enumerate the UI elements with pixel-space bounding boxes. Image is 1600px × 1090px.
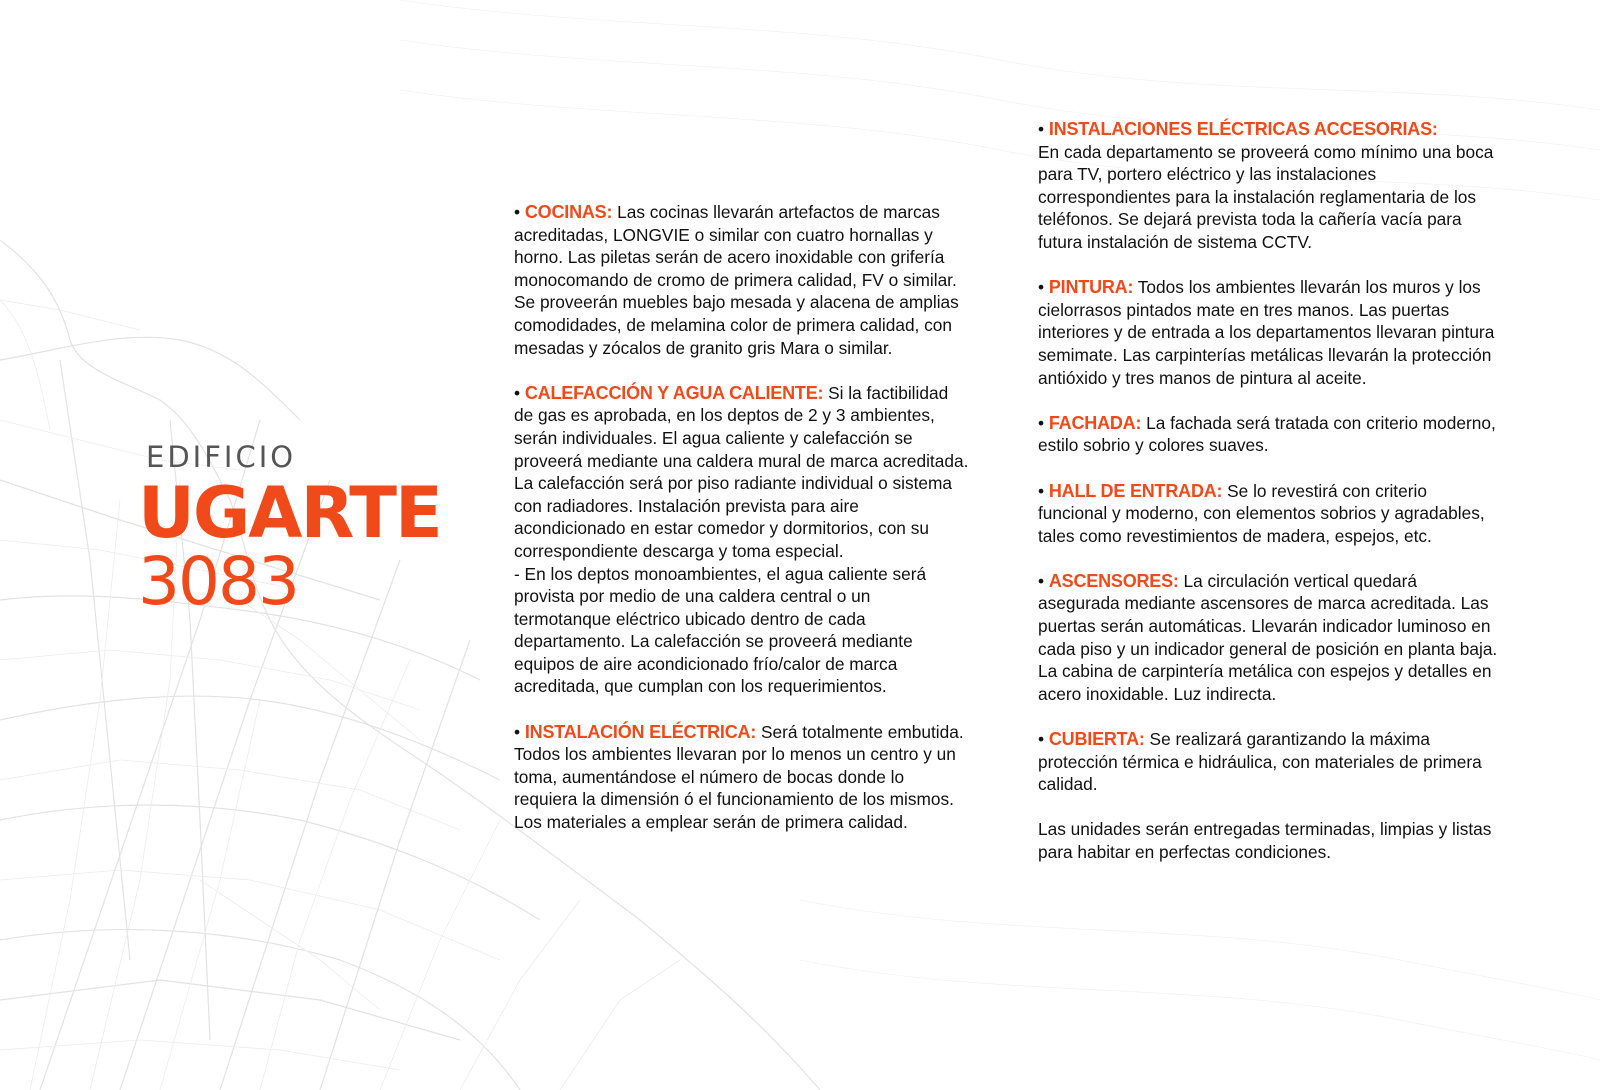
spec-body: Se lo revestirá con criterio funcional y moderno, con elementos sobrios y agradables, tales como revestimientos de madera, espejos, etc.	[1038, 480, 1485, 546]
spec-cubierta	[1038, 728, 1500, 796]
closing-statement: Las unidades serán entregadas terminadas, limpias y listas para habitar en perfectas condiciones.	[1038, 819, 1492, 862]
specs-column-right	[1038, 118, 1500, 864]
bullet: •	[1038, 729, 1045, 750]
spec-body: Si la factibilidad de gas es aprobada, en los deptos de 2 y 3 ambientes, serán individuales. El agua caliente y calefacción se proveerá mediante una caldera mural de marca acreditada. La calefacción será por piso radiante individual o sistema con radiadores. Instalación prevista para aire acondicionado en estar comedor y dormitorios, con su correspondiente descarga y toma especial.	[514, 382, 969, 561]
spec-heading: CALEFACCIÓN Y AGUA CALIENTE:	[524, 382, 824, 403]
spec-calefaccion	[514, 382, 972, 698]
building-name: UGARTE	[138, 472, 441, 554]
spec-instalaciones-accesorias	[1038, 118, 1500, 254]
spec-heading: PINTURA:	[1048, 277, 1134, 298]
spec-body: Se realizará garantizando la máxima protección térmica e hidráulica, con materiales de primera calidad.	[1038, 729, 1482, 795]
bullet: •	[1038, 277, 1045, 298]
spec-heading: ASCENSORES:	[1048, 570, 1179, 591]
spec-hall-de-entrada	[1038, 480, 1500, 548]
spec-body: En cada departamento se proveerá como mínimo una boca para TV, portero eléctrico y las instalaciones correspondientes para la instalación reglamentaria de los teléfonos. Se dejará prevista toda la cañería vacía para futura instalación de sistema CCTV.	[1038, 141, 1494, 252]
bullet: •	[514, 202, 521, 222]
spec-body: Las cocinas llevarán artefactos de marcas acreditadas, LONGVIE o similar con cuatro hornallas y horno. Las piletas serán de acero inoxidable con grifería monocomando de cromo de primera calidad, FV o similar. Se proveerán muebles bajo mesada y alacena de amplias comodidades, de melamina color de primera calidad, con mesadas y zócalos de granito gris Mara o similar.	[514, 202, 959, 358]
spec-heading: HALL DE ENTRADA:	[1048, 480, 1223, 501]
spec-fachada	[1038, 412, 1500, 457]
bullet: •	[1038, 412, 1045, 433]
spec-body: Será totalmente embutida. Todos los ambientes llevaran por lo menos un centro y un toma, aumentándose el número de bocas donde lo requiera la dimensión ó el funcionamiento de los mismos. Los materiales a emplear serán de primera calidad.	[514, 721, 964, 833]
bullet: •	[1038, 119, 1045, 139]
spec-heading: INSTALACIONES ELÉCTRICAS ACCESORIAS:	[1048, 119, 1438, 139]
spec-body: La circulación vertical quedará asegurada mediante ascensores de marca acreditada. Las puertas serán automáticas. Llevarán indicador luminoso en cada piso y un indicador general de posición en planta baja. La cabina de carpintería metálica con espejos y detalles en acero inoxidable. Luz indirecta.	[1038, 570, 1498, 704]
spec-heading: FACHADA:	[1048, 412, 1142, 433]
bullet: •	[1038, 480, 1045, 501]
bullet: •	[514, 382, 521, 403]
bullet: •	[514, 721, 521, 742]
building-title	[138, 440, 441, 620]
building-number: 3083	[138, 543, 298, 620]
bullet: •	[1038, 570, 1045, 591]
spec-body: La fachada será tratada con criterio moderno, estilo sobrio y colores suaves.	[1038, 412, 1496, 456]
spec-heading: INSTALACIÓN ELÉCTRICA:	[524, 721, 757, 742]
spec-cocinas	[514, 201, 972, 359]
spec-ascensores	[1038, 570, 1500, 706]
spec-body: Todos los ambientes llevarán los muros y los cielorrasos pintados mate en tres manos. Las puertas interiores y de entrada a los departamentos llevaran pintura semimate. Las carpinterías metálicas llevarán la protección antióxido y tres manos de pintura al aceite.	[1038, 277, 1495, 388]
spec-heading: CUBIERTA:	[1048, 729, 1145, 750]
spec-heading: COCINAS:	[524, 202, 613, 222]
specs-column-middle	[514, 201, 972, 856]
spec-pintura	[1038, 276, 1500, 389]
spec-instalacion-electrica	[514, 721, 972, 834]
title-kicker: EDIFICIO	[146, 440, 297, 474]
spec-body-extra: - En los deptos monoambientes, el agua caliente será provista por medio de una caldera central o un termotanque eléctrico ubicado dentro de cada departamento. La calefacción se proveerá mediante equipos de aire acondicionado frío/calor de marca acreditada, que cumplan con los requerimientos.	[514, 563, 927, 697]
